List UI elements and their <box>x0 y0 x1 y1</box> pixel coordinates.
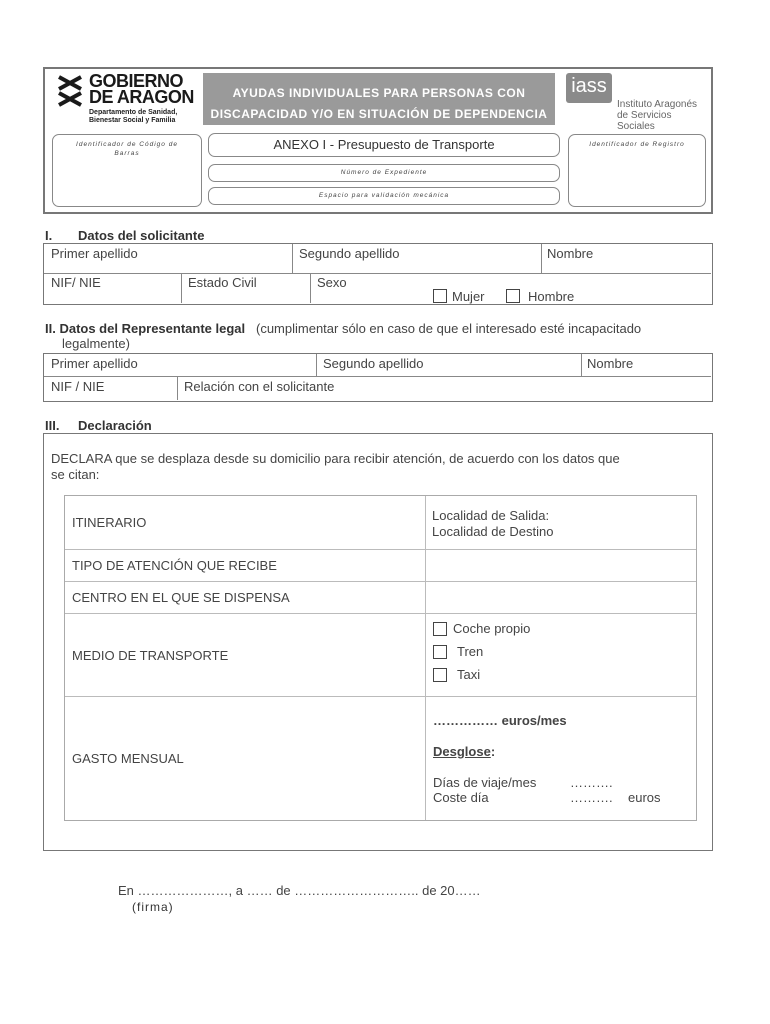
col-divider <box>316 354 317 376</box>
desglose-heading: Desglose: <box>433 744 496 759</box>
solicitante-table <box>43 243 713 305</box>
coste-dia-field[interactable]: ………. <box>570 790 613 805</box>
section2-title: II. Datos del Representante legal <box>45 321 246 336</box>
coche-propio-checkbox[interactable] <box>433 622 447 636</box>
nombre-field[interactable]: Nombre <box>547 246 594 261</box>
banner-line1: AYUDAS INDIVIDUALES PARA PERSONAS CON <box>232 86 526 100</box>
gobierno-title <box>89 73 194 105</box>
declara-text <box>51 451 711 483</box>
section3-number: III. <box>45 418 60 433</box>
firma-label: (firma) <box>132 900 174 914</box>
mujer-label: Mujer <box>452 289 485 304</box>
section3-title: Declaración <box>78 418 152 433</box>
title-banner <box>203 73 555 125</box>
rep-relacion-field[interactable]: Relación con el solicitante <box>184 379 335 394</box>
tipo-atencion-label: TIPO DE ATENCIÓN QUE RECIBE <box>72 558 277 573</box>
gobierno-title-line1: GOBIERNO <box>89 71 184 91</box>
section1-number: I. <box>45 228 53 243</box>
sexo-label: Sexo <box>317 275 347 290</box>
rep-nombre-field[interactable]: Nombre <box>587 356 634 371</box>
section2-note: (cumplimentar sólo en caso de que el interesado esté incapacitado <box>255 321 642 336</box>
iass-logo <box>566 73 706 132</box>
rep-segundo-apellido-field[interactable]: Segundo apellido <box>323 356 424 371</box>
form-header <box>43 67 713 214</box>
dias-viaje-field[interactable]: ………. <box>570 775 613 790</box>
itinerario-label: ITINERARIO <box>72 515 147 530</box>
tren-checkbox[interactable] <box>433 645 447 659</box>
localidad-salida-label: Localidad de Salida: <box>432 508 550 523</box>
registro-id-label: Identificador de Registro <box>589 141 685 148</box>
row-divider <box>44 376 711 377</box>
iass-name-line2: de Servicios Sociales <box>617 110 672 132</box>
departamento-line1: Departamento de Sanidad, <box>89 109 178 116</box>
taxi-label: Taxi <box>457 667 481 682</box>
rep-nif-field[interactable]: NIF / NIE <box>51 379 105 394</box>
row-divider <box>65 696 696 697</box>
registro-id-box <box>568 134 706 207</box>
col-divider <box>310 273 311 303</box>
section2-heading <box>45 321 725 336</box>
col-divider <box>292 244 293 273</box>
taxi-checkbox[interactable] <box>433 668 447 682</box>
desglose-label: Desglose <box>433 744 491 759</box>
centro-label: CENTRO EN EL QUE SE DISPENSA <box>72 590 290 605</box>
primer-apellido-field[interactable]: Primer apellido <box>51 246 138 261</box>
validacion-field: Espacio para validación mecánica <box>208 187 560 205</box>
tren-label: Tren <box>457 644 484 659</box>
expediente-field[interactable]: Número de Expediente <box>208 164 560 182</box>
aragon-x-icon <box>57 75 83 107</box>
nif-field[interactable]: NIF/ NIE <box>51 275 101 290</box>
section2-note-cont: legalmente) <box>62 336 130 351</box>
barcode-id-label: Identificador de Código de Barras <box>76 141 178 157</box>
estado-civil-field[interactable]: Estado Civil <box>188 275 257 290</box>
row-divider <box>44 273 711 274</box>
coste-dia-label: Coste día <box>433 790 489 805</box>
gobierno-title-line2: DE ARAGON <box>89 87 194 107</box>
coche-propio-label: Coche propio <box>453 621 531 636</box>
mujer-checkbox[interactable] <box>433 289 447 303</box>
banner-line2: DISCAPACIDAD Y/O EN SITUACIÓN DE DEPENDENCIA <box>210 107 548 121</box>
col-divider <box>541 244 542 273</box>
transporte-table <box>64 495 697 821</box>
col-divider <box>177 376 178 400</box>
col-divider <box>581 354 582 376</box>
departamento-label <box>89 109 177 125</box>
col-divider <box>181 273 182 303</box>
hombre-label: Hombre <box>528 289 575 304</box>
barcode-id-box <box>52 134 202 207</box>
col-divider <box>425 496 426 820</box>
localidad-destino-label: Localidad de Destino <box>432 524 554 539</box>
fecha-lugar-line[interactable]: En …………………, a …… de ……………………….. de 20…… <box>118 883 481 898</box>
iass-logo-mark: iass <box>566 73 612 103</box>
dias-viaje-label: Días de viaje/mes <box>433 775 537 790</box>
segundo-apellido-field[interactable]: Segundo apellido <box>299 246 400 261</box>
anexo-title: ANEXO I - Presupuesto de Transporte <box>208 133 560 157</box>
gasto-mensual-label: GASTO MENSUAL <box>72 751 184 766</box>
iass-name <box>617 99 706 132</box>
rep-primer-apellido-field[interactable]: Primer apellido <box>51 356 138 371</box>
row-divider <box>65 613 696 614</box>
departamento-line2: Bienestar Social y Familia <box>89 117 176 124</box>
representante-table <box>43 353 713 402</box>
itinerario-value[interactable] <box>432 508 553 540</box>
declara-line2: se citan: <box>51 467 100 482</box>
declara-line1: DECLARA que se desplaza desde su domicilio para recibir atención, de acuerdo con los datos que <box>51 451 620 466</box>
hombre-checkbox[interactable] <box>506 289 520 303</box>
medio-transporte-label: MEDIO DE TRANSPORTE <box>72 648 229 663</box>
iass-name-line1: Instituto Aragonés <box>617 99 698 110</box>
coste-euros-label: euros <box>628 790 661 805</box>
euros-mes-field[interactable]: …………… euros/mes <box>433 713 567 728</box>
tipo-atencion-field[interactable] <box>426 550 696 581</box>
centro-field[interactable] <box>426 582 696 613</box>
gobierno-aragon-logo <box>57 73 197 129</box>
section1-title: Datos del solicitante <box>78 228 205 243</box>
